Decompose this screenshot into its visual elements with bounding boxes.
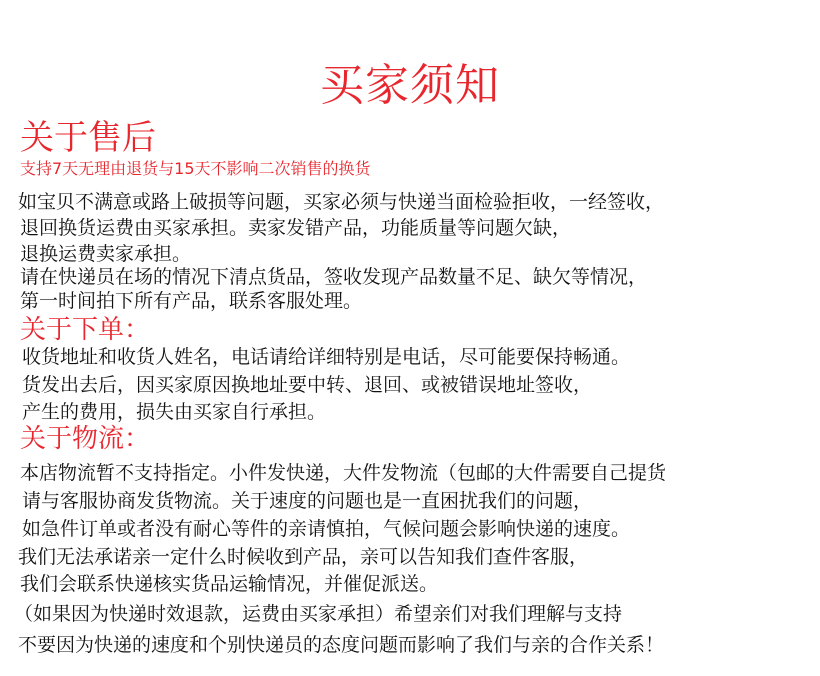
- after-sales-subheading: 支持7天无理由退货与15天不影响二次销售的换货: [20, 159, 371, 178]
- order-line: 货发出去后，因买家原因换地址要中转、退回、或被错误地址签收，: [22, 374, 593, 396]
- logistics-line: 我们会联系快递核实货品运输情况，并催促派送。: [20, 573, 439, 595]
- order-line: 收货地址和收货人姓名，电话请给详细特别是电话，尽可能要保持畅通。: [22, 346, 631, 368]
- section-heading-after-sales: 关于售后: [20, 118, 156, 158]
- section-heading-logistics: 关于物流：: [20, 424, 151, 454]
- after-sales-line: 退换运费卖家承担。: [20, 243, 192, 265]
- logistics-line: 我们无法承诺亲一定什么时候收到产品，亲可以告知我们查件客服，: [18, 546, 589, 568]
- logistics-line: （如果因为快递时效退款，运费由买家承担）希望亲们对我们理解与支持: [14, 603, 623, 625]
- after-sales-line: 第一时间拍下所有产品，联系客服处理。: [20, 290, 363, 312]
- section-heading-order: 关于下单：: [20, 315, 151, 345]
- logistics-line: 如急件订单或者没有耐心等件的亲请慎拍，气候问题会影响快递的速度。: [22, 518, 631, 540]
- page-title: 买家须知: [320, 60, 500, 111]
- logistics-line: 不要因为快递的速度和个别快递员的态度问题而影响了我们与亲的合作关系！: [18, 634, 665, 656]
- after-sales-line: 退回换货运费由买家承担。卖家发错产品，功能质量等问题欠缺，: [20, 217, 572, 239]
- after-sales-line: 如宝贝不满意或路上破损等问题，买家必须与快递当面检验拒收，一经签收，: [18, 191, 665, 213]
- after-sales-line: 请在快递员在场的情况下清点货品，签收发现产品数量不足、缺欠等情况，: [20, 266, 648, 288]
- order-line: 产生的费用，损失由买家自行承担。: [22, 401, 327, 423]
- logistics-line: 请与客服协商发货物流。关于速度的问题也是一直困扰我们的问题，: [22, 490, 593, 512]
- logistics-line: 本店物流暂不支持指定。小件发快递，大件发物流（包邮的大件需要自己提货: [20, 462, 667, 484]
